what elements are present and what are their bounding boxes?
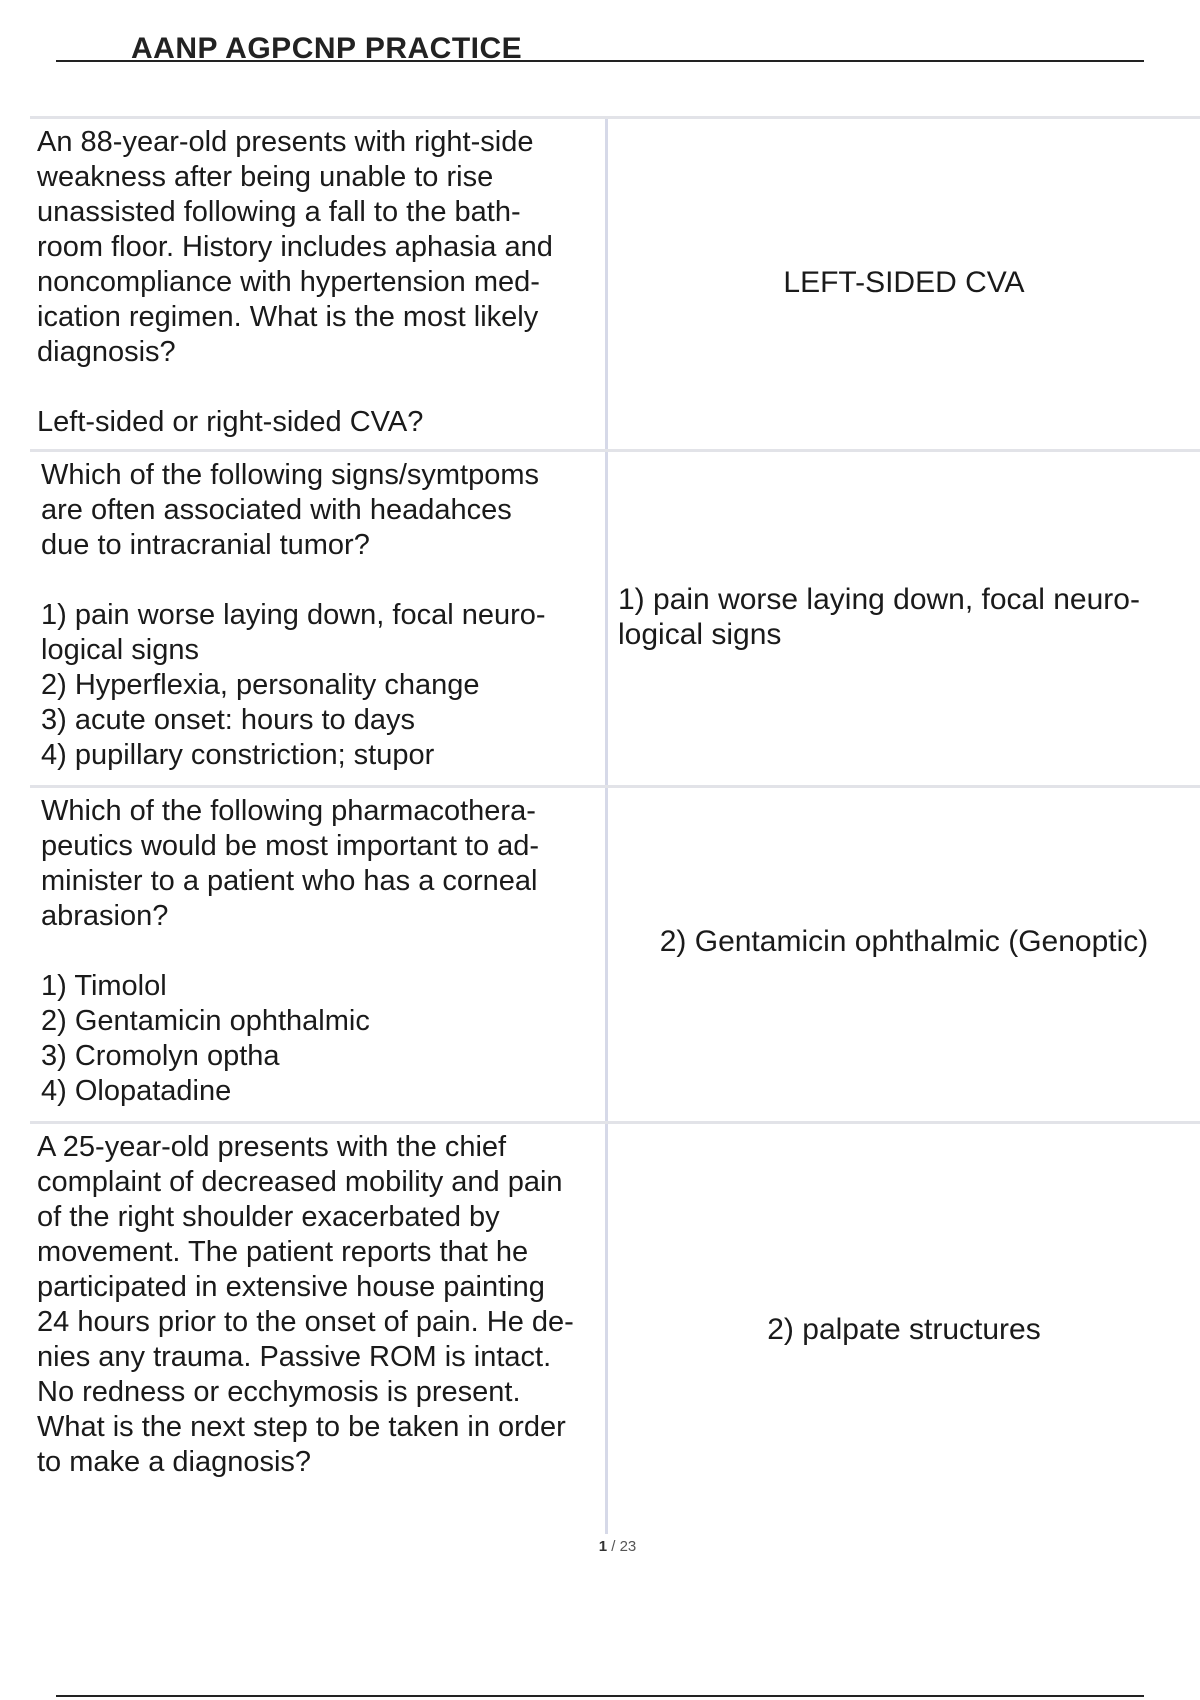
flashcard-row [30, 785, 1200, 1121]
current-page: 1 [598, 1538, 608, 1555]
answer-cell: LEFT-SIDED CVA [783, 266, 1025, 299]
flashcard-table [30, 116, 1200, 1534]
flashcard-row [30, 116, 1200, 449]
question-cell: A 25-year-old presents with the chief complaint of decreased mobility and pain of the right shoulder exacerbated by movement. The patient reports that he participated in extensive house painting 24 hours prior to the onset of pain. He de- nies any trauma. Passive ROM is intact. No redness or ecchymosis is present. What is the next step to be taken in order to make a diagnosis? [30, 1124, 608, 1534]
footer-rule [56, 1695, 1144, 1697]
page-header [56, 24, 1144, 65]
question-cell: Which of the following signs/symtpoms are often associated with headahces due to intracranial tumor? 1) pain worse laying down, focal neuro- logical signs 2) Hyperflexia, personality change 3) acute onset: hours to days 4) pupillary constriction; stupor [30, 452, 608, 785]
answer-cell: 2) Gentamicin ophthalmic (Genoptic) [659, 925, 1149, 958]
page-number [0, 1538, 1200, 1555]
answer-cell: 2) palpate structures [767, 1313, 1041, 1346]
page-separator: / [607, 1538, 620, 1555]
flashcard-row [30, 449, 1200, 785]
total-pages: 23 [619, 1538, 637, 1555]
flashcard-row [30, 1121, 1200, 1534]
document-title: AANP AGPCNP PRACTICE [131, 32, 523, 65]
question-cell: Which of the following pharmacothera- peutics would be most important to ad- minister to a patient who has a corneal abrasion? 1) Timolol 2) Gentamicin ophthalmic 3) Cromolyn optha 4) Olopatadine [30, 788, 608, 1121]
answer-cell: 1) pain worse laying down, focal neuro- logical signs [618, 583, 1140, 651]
question-cell: An 88-year-old presents with right-side weakness after being unable to rise unassisted following a fall to the bath- room floor. History includes aphasia and noncompliance with hypertension med- ication regimen. What is the most likely diagnosis? Left-sided or right-sided CVA? [30, 119, 608, 449]
